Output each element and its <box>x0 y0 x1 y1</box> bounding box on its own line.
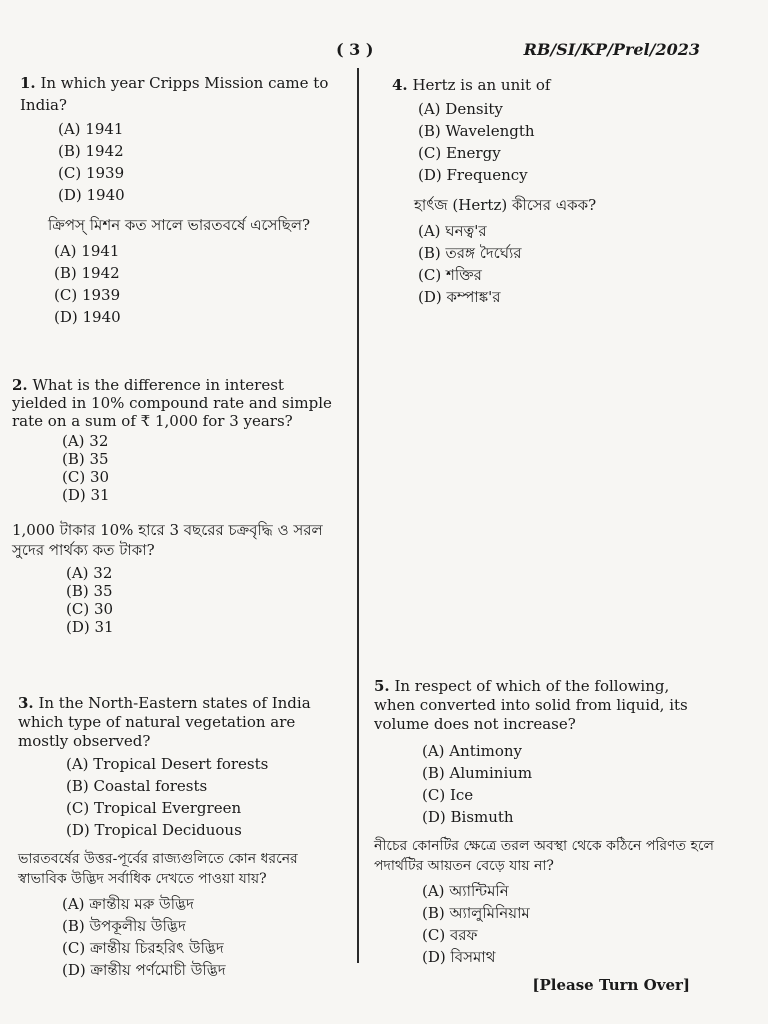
option-c: (C) ক্রান্তীয় চিরহরিৎ উদ্ভিদ <box>62 939 224 957</box>
option-a: (A) Antimony <box>422 742 523 760</box>
question-number: 3. <box>18 694 34 712</box>
question-text-bn: ক্রিপস্ মিশন কত সালে ভারতবর্ষে এসেছিল? <box>48 216 311 234</box>
question-5 <box>374 677 714 968</box>
option-d: (D) Tropical Deciduous <box>66 821 242 839</box>
option-c: (C) Energy <box>418 144 501 162</box>
question-text-en: In which year Cripps Mission came to India? <box>20 74 329 114</box>
option-b: (B) Wavelength <box>418 122 535 140</box>
option-a: (A) ঘনত্ব'র <box>418 222 487 240</box>
exam-code: RB/SI/KP/Prel/2023 <box>523 40 700 59</box>
option-d: (D) Bismuth <box>422 808 514 826</box>
option-a: (A) 32 <box>66 564 113 582</box>
option-b: (B) 35 <box>62 450 109 468</box>
question-3 <box>18 694 343 981</box>
question-text-bn: ভারতবর্ষের উত্তর-পূর্বের রাজ্যগুলিতে কোন ধরনের স্বাভাবিক উদ্ভিদ সর্বাধিক দেখতে পাওয়া যায়? <box>18 851 298 887</box>
page-number: ( 3 ) <box>336 40 374 59</box>
option-b: (B) 1942 <box>54 264 120 282</box>
question-text-en: Hertz is an unit of <box>412 76 551 94</box>
question-number: 2. <box>12 376 28 394</box>
option-d: (D) কম্পাঙ্ক'র <box>418 288 501 306</box>
option-c: (C) Tropical Evergreen <box>66 799 242 817</box>
option-d: (D) 31 <box>66 618 114 636</box>
question-4 <box>392 74 722 308</box>
question-text-bn: হার্ৎজ (Hertz) কীসের একক? <box>414 196 597 214</box>
option-c: (C) 1939 <box>58 164 125 182</box>
options-en <box>12 432 342 504</box>
column-divider <box>357 68 359 963</box>
question-text-en: In the North-Eastern states of India which type of natural vegetation are mostly observed? <box>18 694 311 750</box>
options-en <box>18 753 343 841</box>
option-c: (C) 30 <box>66 600 114 618</box>
question-text-bn: 1,000 টাকার 10% হারে 3 বছরের চক্রবৃদ্ধি ও সরল সুদের পার্থক্য কত টাকা? <box>12 521 323 559</box>
option-a: (A) 32 <box>62 432 109 450</box>
question-text-bn: নীচের কোনটির ক্ষেত্রে তরল অবস্থা থেকে কঠিনে পরিণত হলে পদার্থটির আয়তন বেড়ে যায় না? <box>374 838 714 874</box>
option-b: (B) 35 <box>66 582 113 600</box>
option-a: (A) 1941 <box>54 242 120 260</box>
option-d: (D) 1940 <box>58 186 125 204</box>
option-c: (C) বরফ <box>422 926 478 944</box>
option-c: (C) Ice <box>422 786 474 804</box>
options-bn <box>392 220 722 308</box>
options-bn <box>12 564 342 636</box>
options-en <box>374 740 714 828</box>
option-d: (D) Frequency <box>418 166 528 184</box>
question-text-en: In respect of which of the following, when converted into solid from liquid, its volume does not increase? <box>374 677 688 733</box>
option-c: (C) শক্তির <box>418 266 482 284</box>
options-bn <box>374 880 714 968</box>
options-en <box>392 98 722 186</box>
option-b: (B) Coastal forests <box>66 777 208 795</box>
option-a: (A) ক্রান্তীয় মরু উদ্ভিদ <box>62 895 194 913</box>
option-d: (D) 31 <box>62 486 110 504</box>
option-b: (B) 1942 <box>58 142 124 160</box>
option-a: (A) Tropical Desert forests <box>66 755 269 773</box>
option-b: (B) উপকূলীয় উদ্ভিদ <box>62 917 186 935</box>
please-turn-over: [Please Turn Over] <box>532 976 690 994</box>
options-en <box>20 118 345 206</box>
option-a: (A) 1941 <box>58 120 124 138</box>
option-c: (C) 30 <box>62 468 110 486</box>
option-b: (B) Aluminium <box>422 764 533 782</box>
option-b: (B) অ্যালুমিনিয়াম <box>422 904 530 922</box>
option-d: (D) 1940 <box>54 308 121 326</box>
option-d: (D) ক্রান্তীয় পর্ণমোচী উদ্ভিদ <box>62 961 226 979</box>
question-2 <box>12 376 342 636</box>
question-number: 5. <box>374 677 390 695</box>
question-1 <box>20 72 345 328</box>
option-a: (A) Density <box>418 100 503 118</box>
option-b: (B) তরঙ্গ দৈর্ঘ্যের <box>418 244 522 262</box>
option-d: (D) বিসমাথ <box>422 948 496 966</box>
options-bn <box>18 893 343 981</box>
options-bn <box>20 240 345 328</box>
question-number: 1. <box>20 74 36 92</box>
question-number: 4. <box>392 76 408 94</box>
option-c: (C) 1939 <box>54 286 121 304</box>
question-text-en: What is the difference in interest yielded in 10% compound rate and simple rate on a sum of ₹ 1,000 for 3 years? <box>12 376 332 430</box>
option-a: (A) অ্যান্টিমনি <box>422 882 509 900</box>
